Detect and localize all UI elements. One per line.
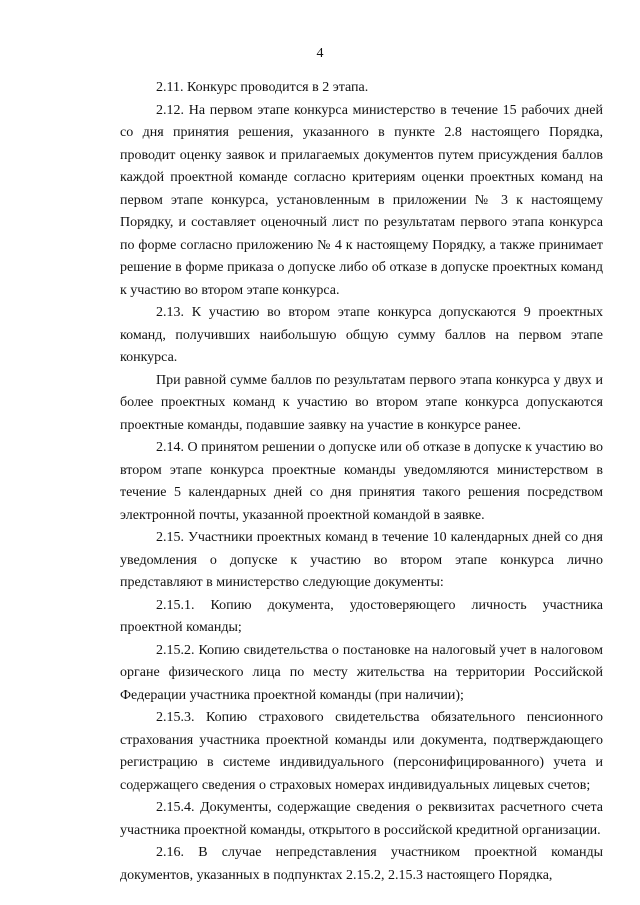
document-body (120, 77, 603, 887)
paragraph-2-15-1: 2.15.1. Копию документа, удостоверяющего личность участника проектной команды; (120, 597, 603, 635)
paragraph-2-16: 2.16. В случае непредставления участником проектной команды документов, указанных в подпунктах 2.15.2, 2.15.3 настоящего Порядка, (120, 845, 603, 883)
paragraph-2-14: 2.14. О принятом решении о допуске или об отказе в допуске к участию во втором этапе конкурса проектные команды уведомляются министерством в течение 5 календарных дней со дня принятия такого решения посредством электронной почты, указанной проектной командой в заявке. (120, 440, 603, 523)
paragraph-2-11: 2.11. Конкурс проводится в 2 этапа. (156, 80, 369, 95)
paragraph-2-12: 2.12. На первом этапе конкурса министерство в течение 15 рабочих дней со дня принятия решения, указанного в пункте 2.8 настоящего Порядка, проводит оценку заявок и прилагаемых документов путем присуждения баллов каждой проектной команде согласно критериям оценки проектных команд на первом этапе конкурса, установленным в приложении № 3 к настоящему Порядку, и составляет оценочный лист по результатам первого этапа конкурса по форме согласно приложению № 4 к настоящему Порядку, а также принимает решение в форме приказа о допуске либо об отказе в допуске проектных команд к участию во втором этапе конкурса. (120, 102, 603, 298)
paragraph-2-15: 2.15. Участники проектных команд в течение 10 календарных дней со дня уведомления о допуске к участию во втором этапе конкурса лично представляют в министерство следующие документы: (120, 530, 603, 590)
paragraph-2-15-2: 2.15.2. Копию свидетельства о постановке на налоговый учет в налоговом органе физического лица по месту жительства на территории Российской Федерации участника проектной команды (при наличии); (120, 642, 603, 703)
paragraph-2-15-3: 2.15.3. Копию страхового свидетельства обязательного пенсионного страхования участника проектной команды или документа, подтверждающего регистрацию в системе индивидуального (персонифицированного) учета и содержащего сведения о страховых номерах индивидуальных лицевых счетов; (120, 710, 603, 793)
paragraph-2-13-tie-rule: При равной сумме баллов по результатам первого этапа конкурса у двух и более проектных команд к участию во втором этапе конкурса допускаются проектные команды, подавшие заявку на участие в конкурсе ранее. (120, 372, 603, 433)
paragraph-2-15-4: 2.15.4. Документы, содержащие сведения о реквизитах расчетного счета участника проектной команды, открытого в российской кредитной организации. (120, 800, 603, 838)
paragraph-2-13: 2.13. К участию во втором этапе конкурса допускаются 9 проектных команд, получивших наибольшую общую сумму баллов на первом этапе конкурса. (120, 305, 603, 365)
page-number: 4 (316, 46, 324, 61)
